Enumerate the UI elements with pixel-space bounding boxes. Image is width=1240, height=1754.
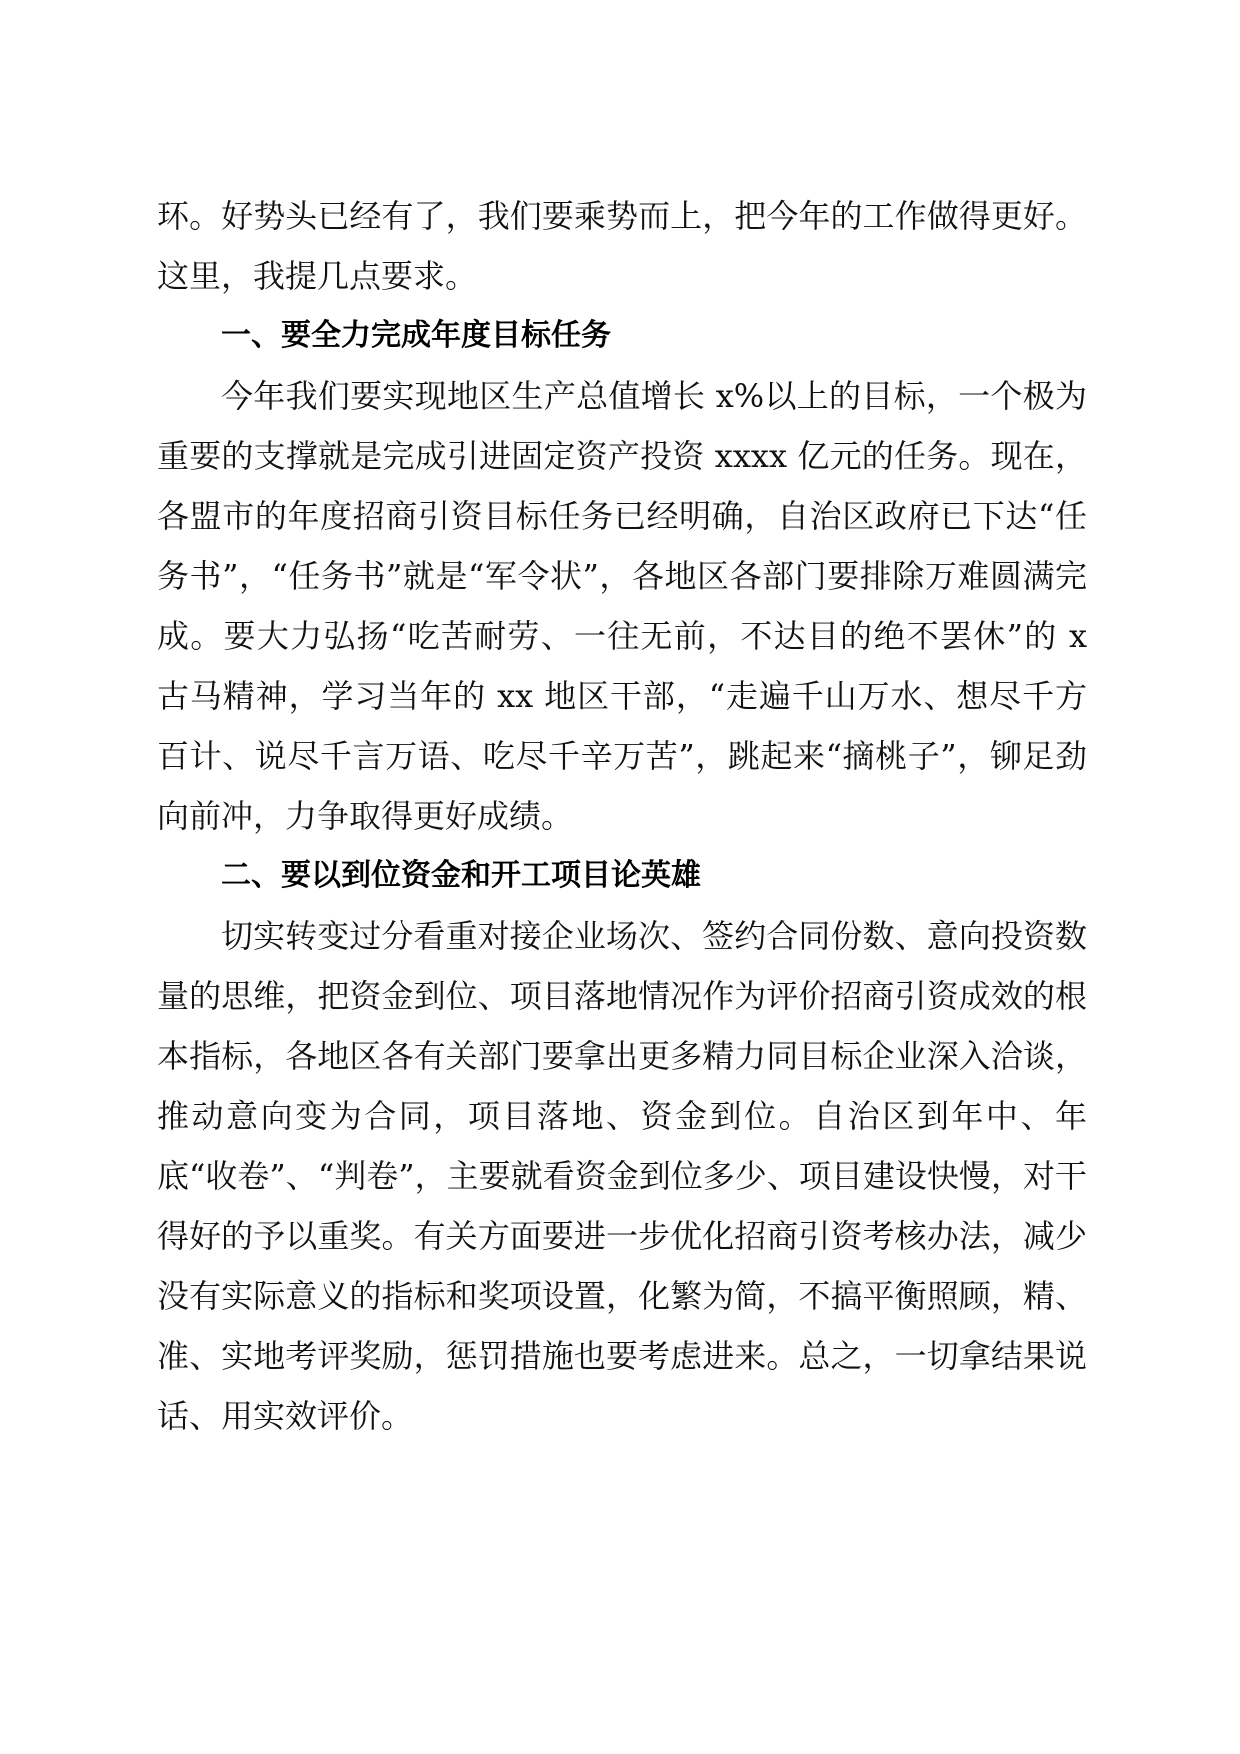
- section-heading-2: 二、要以到位资金和开工项目论英雄: [221, 858, 701, 893]
- intro-paragraph: 环。好势头已经有了，我们要乘势而上，把今年的工作做得更好。这里，我提几点要求。: [157, 197, 1087, 295]
- section-heading-1: 一、要全力完成年度目标任务: [221, 318, 611, 353]
- section-paragraph-2: 切实转变过分看重对接企业场次、签约合同份数、意向投资数量的思维，把资金到位、项目落地情况作为评价招商引资成效的根本指标，各地区各有关部门要拿出更多精力同目标企业深入洽谈，推动意向变为合同，项目落地、资金到位。自治区到年中、年底“收卷”、“判卷”，主要就看资金到位多少、项目建设快慢，对干得好的予以重奖。有关方面要进一步优化招商引资考核办法，减少没有实际意义的指标和奖项设置，化繁为简，不搞平衡照顾，精、准、实地考评奖励，惩罚措施也要考虑进来。总之，一切拿结果说话、用实效评价。: [157, 917, 1087, 1435]
- document-body: [157, 186, 1087, 1446]
- section-paragraph-1: 今年我们要实现地区生产总值增长 x%以上的目标，一个极为重要的支撑就是完成引进固定资产投资 xxxx 亿元的任务。现在，各盟市的年度招商引资目标任务已经明确，自治区政府已下达“任务书”，“任务书”就是“军令状”，各地区各部门要排除万难圆满完成。要大力弘扬“吃苦耐劳、一往无前，不达目的绝不罢休”的 x 古马精神，学习当年的 xx 地区干部，“走遍千山万水、想尽千方百计、说尽千言万语、吃尽千辛万苦”，跳起来“摘桃子”，铆足劲向前冲，力争取得更好成绩。: [157, 377, 1087, 835]
